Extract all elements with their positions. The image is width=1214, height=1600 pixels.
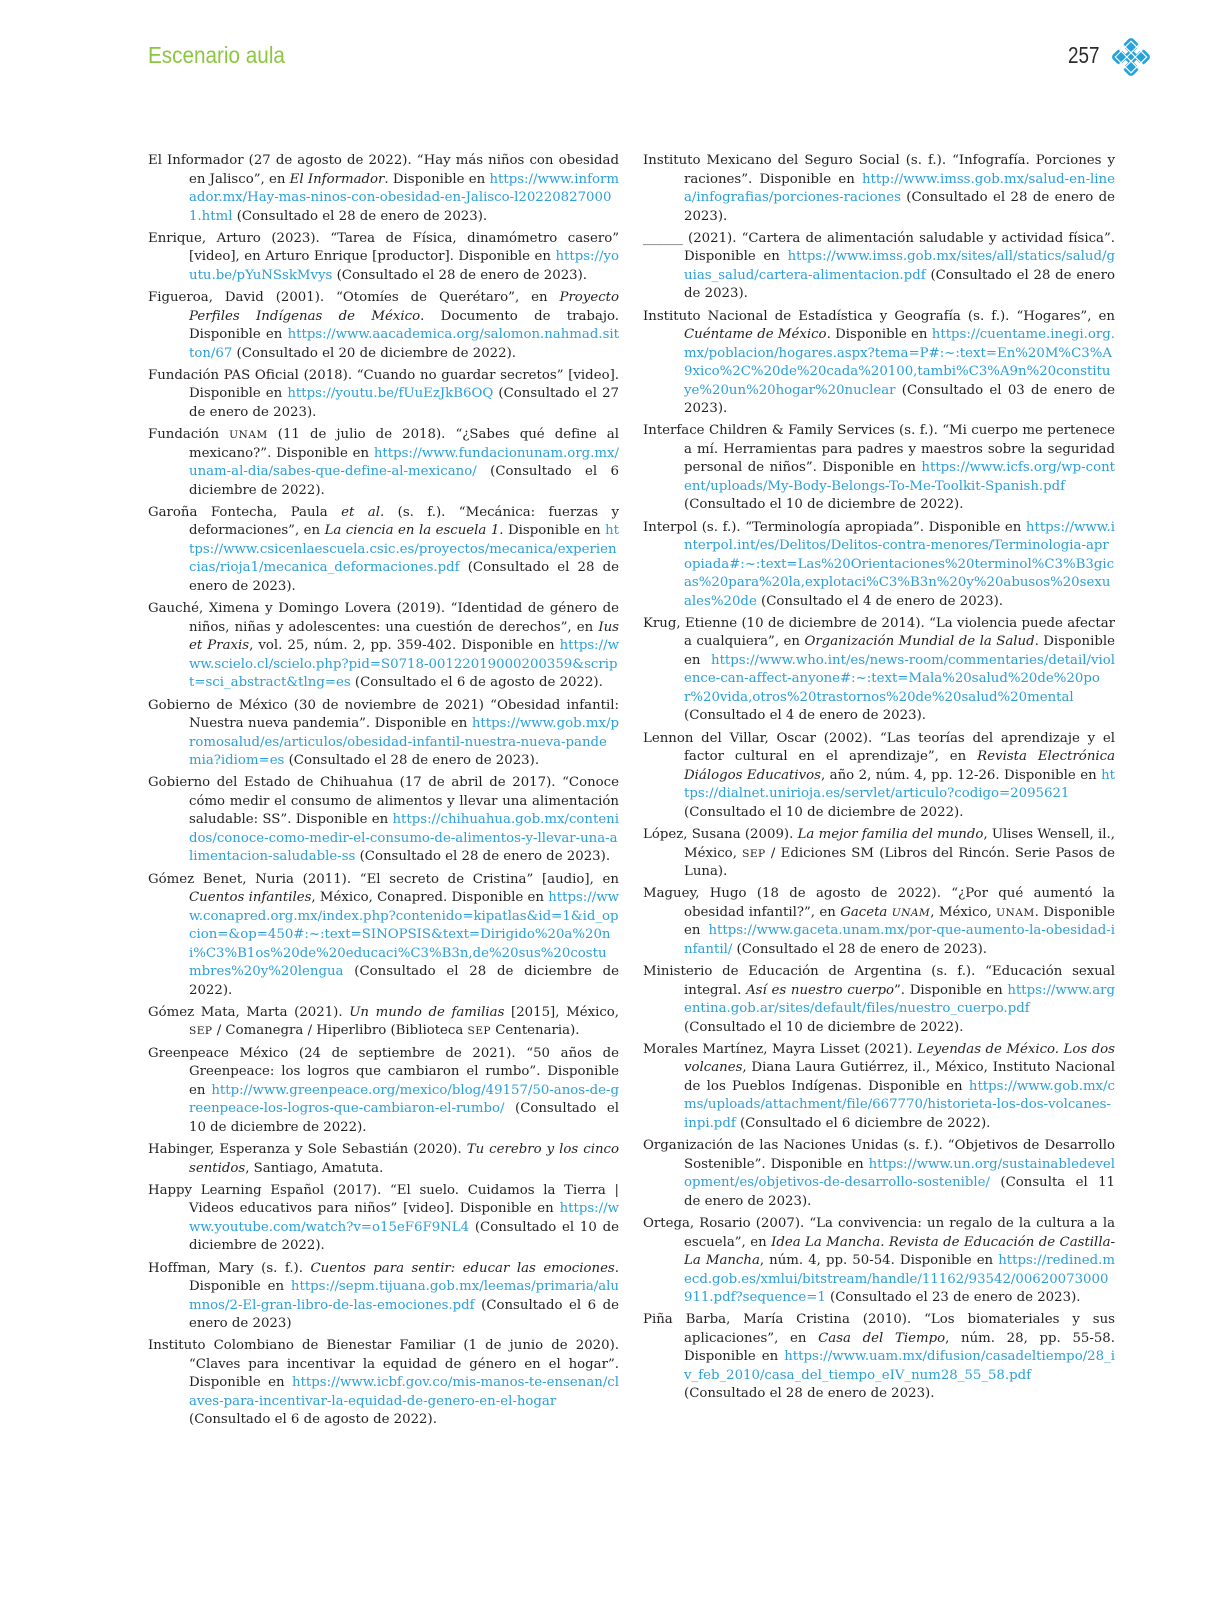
reference-entry bbox=[148, 1182, 619, 1256]
reference-text: (Consultado el 10 de diciembre de 2022). bbox=[189, 1101, 619, 1135]
reference-title-italic: Cuentos para sentir: educar las emociones bbox=[310, 1260, 615, 1276]
reference-text: , México, Conapred. Disponible en bbox=[311, 890, 549, 906]
reference-text: / Comanegra / Hiperlibro (Biblioteca bbox=[212, 1023, 468, 1039]
reference-text: (Consultado el 10 de diciembre de 2022). bbox=[684, 1019, 964, 1035]
reference-text: , Ulises Wensell, il., México, bbox=[684, 827, 1115, 861]
reference-text: , núm. 28, pp. 55-58. Disponible en bbox=[684, 1330, 1115, 1365]
reference-text: . Disponible en bbox=[684, 904, 1115, 939]
reference-link[interactable]: https://www.fundacionunam.org.mx/unam-al-dia/sabes-que-define-al-mexicano/ bbox=[189, 445, 619, 480]
page-number: 257 bbox=[1068, 42, 1100, 68]
reference-text: (Consultado el 4 de enero de 2023). bbox=[684, 708, 926, 724]
reference-text: (Consultado el 28 de enero de 2023). bbox=[684, 1386, 935, 1402]
reference-text: . Disponible en bbox=[384, 171, 490, 187]
reference-entry bbox=[643, 1311, 1115, 1404]
reference-text: Ministerio de Educación de Argentina (s. f.). “Educación sexual integral. bbox=[643, 964, 1115, 998]
reference-text: . Disponible en bbox=[189, 1260, 619, 1295]
reference-link[interactable]: http://www.greenpeace.org/mexico/blog/49157/50-anos-de-greenpeace-los-logros-que-cambiaron-el-rumbo/ bbox=[189, 1082, 619, 1117]
reference-text: Gobierno de México (30 de noviembre de 2021) “Obesidad infantil: Nuestra nueva pandemia”. Disponible en bbox=[148, 697, 619, 732]
reference-link[interactable]: https://www.argentina.gob.ar/sites/default/files/nuestro_cuerpo.pdf bbox=[684, 982, 1116, 1017]
reference-text: (Consultado el 28 de diciembre de 2022). bbox=[189, 964, 619, 998]
reference-title-italic: Leyendas de México. Los dos volcanes bbox=[684, 1041, 1115, 1076]
reference-text: Garoña Fontecha, Paula bbox=[148, 504, 342, 520]
reference-link[interactable]: https://www.interpol.int/es/Delitos/Delitos-contra-menores/Terminologia-apropiada#:~:text=Las%20Orientaciones%20terminol%C3%B3gicas%20para%20la,explotaci%C3%B3n%20y%20abusos%20sexuales%20de bbox=[684, 519, 1115, 609]
reference-text: (11 de julio de 2018). “¿Sabes qué define al mexicano?”. Disponible en bbox=[189, 427, 619, 461]
reference-title-italic: Tu cerebro y los cinco sentidos bbox=[189, 1142, 619, 1176]
reference-title-italic: Un mundo de familias bbox=[349, 1004, 505, 1020]
reference-text: Morales Martínez, Mayra Lisset (2021). bbox=[643, 1041, 918, 1057]
reference-entry bbox=[643, 519, 1115, 612]
reference-link[interactable]: https://www.imss.gob.mx/sites/all/statics/salud/guias_salud/cartera-alimentacion.pdf bbox=[684, 249, 1115, 283]
reference-text: . Disponible en bbox=[499, 523, 606, 539]
reference-text: Hoffman, Mary (s. f.). bbox=[148, 1260, 311, 1276]
reference-title-italic: et al. bbox=[341, 504, 385, 520]
references-left-column bbox=[148, 152, 619, 1434]
reference-text: (Consultado el 6 de agosto de 2022). bbox=[189, 1412, 437, 1428]
reference-text: (Consultado el 28 de enero de 2023). bbox=[732, 941, 987, 957]
reference-entry bbox=[148, 230, 619, 286]
reference-entry bbox=[643, 152, 1115, 226]
reference-text: (Consultado el 6 de enero de 2023) bbox=[189, 1297, 619, 1332]
reference-title-italic: Idea La Mancha. Revista de Educación de Castilla-La Mancha bbox=[684, 1234, 1115, 1269]
reference-entry bbox=[148, 697, 619, 771]
reference-link[interactable]: https://dialnet.unirioja.es/servlet/articulo?codigo=2095621 bbox=[684, 767, 1116, 802]
reference-entry bbox=[148, 1141, 619, 1178]
reference-text: Interface Children & Family Services (s. f.). “Mi cuerpo me pertenece a mí. Herramientas para padres y maestros sobre la seguridad personal de niños”. Disponible en bbox=[643, 423, 1115, 476]
acronym: UNAM bbox=[996, 905, 1035, 919]
reference-link[interactable]: https://www.uam.mx/difusion/casadeltiempo/28_iv_feb_2010/casa_del_tiempo_eIV_num28_55_58.pdf bbox=[684, 1349, 1115, 1383]
reference-text: (Consultado el 28 de enero de 2023). bbox=[332, 267, 588, 283]
reference-text: [2015], México, bbox=[504, 1004, 619, 1020]
reference-link[interactable]: https://redined.mecd.gob.es/xmlui/bitstream/handle/11162/93542/00620073000911.pdf?sequence=1 bbox=[684, 1253, 1115, 1306]
reference-link[interactable]: http://www.imss.gob.mx/salud-en-linea/infografias/porciones-raciones bbox=[684, 171, 1115, 205]
reference-entry bbox=[148, 871, 619, 1001]
reference-text: Centenaria). bbox=[491, 1023, 580, 1039]
reference-text: El Informador (27 de agosto de 2022). “Hay más niños con obesidad en Jalisco”, en bbox=[148, 153, 619, 187]
reference-text: Piña Barba, María Cristina (2010). “Los biomateriales y sus aplicaciones”, en bbox=[643, 1312, 1115, 1346]
reference-text: , vol. 25, núm. 2, pp. 359-402. Disponible en bbox=[249, 638, 560, 654]
reference-text: (Consultado el 10 de diciembre de 2022). bbox=[684, 497, 964, 513]
reference-text: Lennon del Villar, Oscar (2002). “Las teorías del aprendizaje y el factor cultural en el aprendizaje”, en bbox=[643, 730, 1115, 765]
reference-link[interactable]: https://cuentame.inegi.org.mx/poblacion/hogares.aspx?tema=P#:~:text=En%20M%C3%A9xico%2C%20de%20cada%20100,tambi%C3%A9n%20constituye%20un%20hogar%20nuclear bbox=[684, 327, 1116, 398]
reference-text: ”. Disponible en bbox=[893, 982, 1008, 998]
reference-text: (Consultado el 28 de enero de 2023). bbox=[189, 560, 619, 594]
reference-text: (s. f.). “Mecánica: fuerzas y deformaciones”, en bbox=[189, 504, 619, 539]
reference-link[interactable]: https://www.icfs.org/wp-content/uploads/My-Body-Belongs-To-Me-Toolkit-Spanish.pdf bbox=[684, 460, 1115, 494]
reference-entry bbox=[643, 963, 1115, 1037]
reference-title-italic: La ciencia en la escuela 1 bbox=[324, 523, 500, 539]
reference-text: Fundación PAS Oficial (2018). “Cuando no guardar secretos” [video]. Disponible en bbox=[148, 367, 619, 402]
reference-link[interactable]: https://www.aacademica.org/salomon.nahmad.sitton/67 bbox=[189, 327, 619, 361]
acronym: SEP bbox=[742, 846, 766, 860]
reference-text: (Consultado el 03 de enero de 2023). bbox=[684, 382, 1115, 417]
reference-title-italic: Gaceta bbox=[840, 904, 892, 920]
reference-entry bbox=[643, 1137, 1115, 1211]
reference-entry bbox=[148, 600, 619, 693]
reference-text: (Consulta el 11 de enero de 2023). bbox=[684, 1175, 1115, 1209]
reference-text: (Consultado el 28 de enero de 2023). bbox=[684, 190, 1115, 224]
reference-title-italic: Organización Mundial de la Salud bbox=[804, 634, 1035, 650]
reference-text: Ortega, Rosario (2007). “La convivencia: un regalo de la cultura a la escuela”, en bbox=[643, 1216, 1115, 1250]
reference-text: Instituto Nacional de Estadística y Geografía (s. f.). “Hogares”, en bbox=[643, 308, 1115, 324]
reference-title-italic: Ius et Praxis bbox=[189, 619, 619, 654]
reference-entry bbox=[643, 1215, 1115, 1308]
reference-text: Krug, Etienne (10 de diciembre de 2014). “La violencia puede afectar a cualquiera”, en bbox=[643, 615, 1115, 650]
acronym: SEP bbox=[467, 1024, 491, 1038]
reference-text: López, Susana (2009). bbox=[643, 827, 798, 843]
reference-title-italic: Casa del Tiempo bbox=[818, 1330, 946, 1346]
reference-link[interactable]: https://www.icbf.gov.co/mis-manos-te-ensenan/claves-para-incentivar-la-equidad-de-genero-en-el-hogar bbox=[189, 1375, 619, 1409]
reference-entry bbox=[148, 426, 619, 500]
reference-text: (Consultado el 20 de diciembre de 2022). bbox=[232, 345, 516, 361]
reference-text: Gobierno del Estado de Chihuahua (17 de abril de 2017). “Conoce cómo medir el consumo de alimentos y llevar una alimentación saludable: SS”. Disponible en bbox=[148, 775, 619, 828]
reference-entry bbox=[148, 289, 619, 363]
reference-text: Figueroa, David (2001). “Otomíes de Querétaro”, en bbox=[148, 290, 560, 306]
reference-entry bbox=[643, 308, 1115, 419]
reference-text: (Consultado el 28 de enero de 2023). bbox=[284, 753, 540, 769]
reference-entry bbox=[643, 230, 1115, 304]
reference-text: , Santiago, Amatuta. bbox=[245, 1160, 384, 1176]
reference-text: (Consultado el 6 de agosto de 2022). bbox=[350, 675, 603, 691]
reference-entry bbox=[643, 885, 1115, 959]
acronym: UNAM bbox=[891, 905, 931, 919]
reference-entry bbox=[148, 1337, 619, 1430]
reference-text: (Consultado el 4 de enero de 2023). bbox=[756, 593, 1004, 609]
reference-text: (Consultado el 6 diciembre de 2022). bbox=[189, 464, 619, 498]
reference-link[interactable]: https://www.who.int/es/news-room/commentaries/detail/violence-can-affect-anyone#:~:text=Mala%20salud%20de%20por%20vida,otros%20trastornos%20de%20salud%20mental bbox=[684, 652, 1115, 705]
reference-title-italic: Cuéntame de México bbox=[684, 327, 827, 343]
reference-text: . Disponible en bbox=[684, 634, 1115, 668]
reference-text: / Ediciones SM (Libros del Rincón. Serie Pasos de Luna). bbox=[684, 845, 1115, 880]
reference-entry bbox=[643, 826, 1115, 882]
section-title: Escenario aula bbox=[148, 42, 285, 68]
reference-link[interactable]: https://www.scielo.cl/scielo.php?pid=S0718-00122019000200359&script=sci_abstract&tlng=es bbox=[189, 638, 619, 691]
reference-text: , núm. 4, pp. 50-54. Disponible en bbox=[759, 1253, 999, 1269]
reference-link[interactable]: https://www.conapred.org.mx/index.php?contenido=kipatlas&id=1&id_opcion=&op=450#:~:text=SINOPSIS&text=Dirigido%20a%20ni%C3%B1os%20de%20educaci%C3%B3n,de%20sus%20costumbres%20y%20lengua bbox=[189, 890, 619, 980]
reference-title-italic: Proyecto Perfiles Indígenas de México bbox=[189, 290, 619, 324]
reference-text: Greenpeace México (24 de septiembre de 2021). “50 años de Greenpeace: los logros que cambiaron el rumbo”. Disponible en bbox=[148, 1045, 619, 1098]
reference-text: (Consultado el 23 de enero de 2023). bbox=[825, 1290, 1081, 1306]
reference-entry bbox=[643, 1041, 1115, 1134]
reference-text: (Consultado el 10 de diciembre de 2022). bbox=[189, 1219, 619, 1254]
reference-entry bbox=[643, 422, 1115, 515]
reference-text: Gauché, Ximena y Domingo Lovera (2019). “Identidad de género de niños, niñas y adolescentes: una cuestión de derechos”, en bbox=[148, 601, 619, 635]
reference-title-italic: El Informador bbox=[289, 171, 385, 187]
reference-entry bbox=[148, 774, 619, 867]
reference-link[interactable]: https://www.gob.mx/cms/uploads/attachment/file/667770/historieta-los-dos-volcanes-inpi.pdf bbox=[684, 1078, 1115, 1131]
reference-text: (Consultado el 28 de enero de 2023). bbox=[684, 267, 1115, 302]
acronym: UNAM bbox=[229, 428, 268, 442]
reference-text: , México, bbox=[930, 904, 997, 920]
reference-link[interactable]: https://www.gaceta.unam.mx/por-que-aumento-la-obesidad-infantil/ bbox=[684, 923, 1115, 957]
reference-entry bbox=[643, 730, 1115, 823]
reference-text: Gómez Mata, Marta (2021). bbox=[148, 1004, 350, 1020]
reference-text: Instituto Colombiano de Bienestar Familiar (1 de junio de 2020). “Claves para incentivar la equidad de género en el hogar”. Disponible en bbox=[148, 1338, 619, 1391]
reference-text: Fundación bbox=[148, 427, 230, 443]
acronym: SEP bbox=[189, 1024, 213, 1038]
reference-text: Maguey, Hugo (18 de agosto de 2022). “¿Por qué aumentó la obesidad infantil?”, en bbox=[643, 886, 1115, 920]
reference-title-italic: Así es nuestro cuerpo bbox=[746, 982, 894, 998]
reference-entry bbox=[148, 504, 619, 597]
reference-text: Instituto Mexicano del Seguro Social (s. f.). “Infografía. Porciones y raciones”. Disponible en bbox=[643, 153, 1115, 187]
reference-link[interactable]: https://youtu.be/fUuEzJkB6OQ bbox=[287, 386, 494, 402]
reference-text: Interpol (s. f.). “Terminología apropiada”. Disponible en bbox=[643, 519, 1026, 535]
reference-title-italic: Cuentos infantiles bbox=[189, 890, 312, 906]
reference-link[interactable]: https://www.csicenlaescuela.csic.es/proyectos/mecanica/experiencias/rioja1/mecanica_deformaciones.pdf bbox=[189, 523, 620, 576]
reference-entry bbox=[148, 1004, 619, 1041]
reference-entry bbox=[148, 367, 619, 423]
reference-text: (Consultado el 10 de diciembre de 2022). bbox=[684, 804, 964, 820]
reference-text: Happy Learning Español (2017). “El suelo. Cuidamos la Tierra | Videos educativos para niños” [video]. Disponible en bbox=[148, 1182, 619, 1217]
reference-text: Enrique, Arturo (2023). “Tarea de Física, dinamómetro casero” [video], en Arturo Enrique [productor]. Disponible en bbox=[148, 230, 619, 265]
reference-link[interactable]: https://www.informador.mx/Hay-mas-ninos-con-obesidad-en-Jalisco-l202208270001.html bbox=[189, 171, 619, 224]
reference-text: , año 2, núm. 4, pp. 12-26. Disponible en bbox=[821, 767, 1102, 783]
reference-text: (Consultado el 28 de enero de 2023). bbox=[355, 849, 611, 865]
reference-text: Organización de las Naciones Unidas (s. f.). “Objetivos de Desarrollo Sostenible”. Disponible en bbox=[643, 1138, 1115, 1172]
reference-entry bbox=[148, 1260, 619, 1334]
references-right-column bbox=[643, 152, 1115, 1408]
reference-text: (Consultado el 27 de enero de 2023). bbox=[189, 386, 619, 420]
reference-text: (Consultado el 28 de enero de 2023). bbox=[232, 208, 488, 224]
reference-link[interactable]: https://chihuahua.gob.mx/contenidos/conoce-como-medir-el-consumo-de-alimentos-y-llevar-una-alimentacion-saludable-ss bbox=[189, 812, 619, 865]
reference-link[interactable]: https://sepm.tijuana.gob.mx/leemas/primaria/alumnos/2-El-gran-libro-de-las-emociones.pdf bbox=[189, 1279, 619, 1313]
reference-link[interactable]: https://youtu.be/pYuNSskMvys bbox=[189, 249, 619, 283]
reference-link[interactable]: https://www.youtube.com/watch?v=o15eF6F9NL4 bbox=[189, 1201, 619, 1235]
reference-text: ______ (2021). “Cartera de alimentación saludable y actividad física”. Disponible en bbox=[643, 230, 1115, 265]
reference-link[interactable]: https://www.un.org/sustainabledevelopment/es/objetivos-de-desarrollo-sostenible/ bbox=[684, 1156, 1115, 1191]
reference-entry bbox=[148, 1045, 619, 1138]
reference-text: , Diana Laura Gutiérrez, il., México, Instituto Nacional de los Pueblos Indígenas. Disponible en bbox=[684, 1060, 1115, 1094]
reference-entry bbox=[148, 152, 619, 226]
reference-text: . Disponible en bbox=[826, 327, 932, 343]
reference-text: Gómez Benet, Nuria (2011). “El secreto de Cristina” [audio], en bbox=[148, 871, 619, 887]
reference-title-italic: Revista Electrónica Diálogos Educativos bbox=[684, 749, 1116, 783]
reference-entry bbox=[643, 615, 1115, 726]
reference-text: Habinger, Esperanza y Sole Sebastián (2020). bbox=[148, 1142, 467, 1158]
reference-title-italic: La mejor familia del mundo bbox=[797, 827, 984, 843]
flower-ornament-icon bbox=[1110, 36, 1152, 78]
reference-text: (Consultado el 6 diciembre de 2022). bbox=[735, 1115, 991, 1131]
reference-text: . Documento de trabajo. Disponible en bbox=[189, 308, 619, 343]
reference-link[interactable]: https://www.gob.mx/promosalud/es/articulos/obesidad-infantil-nuestra-nueva-pandemia?idiom=es bbox=[189, 716, 619, 769]
